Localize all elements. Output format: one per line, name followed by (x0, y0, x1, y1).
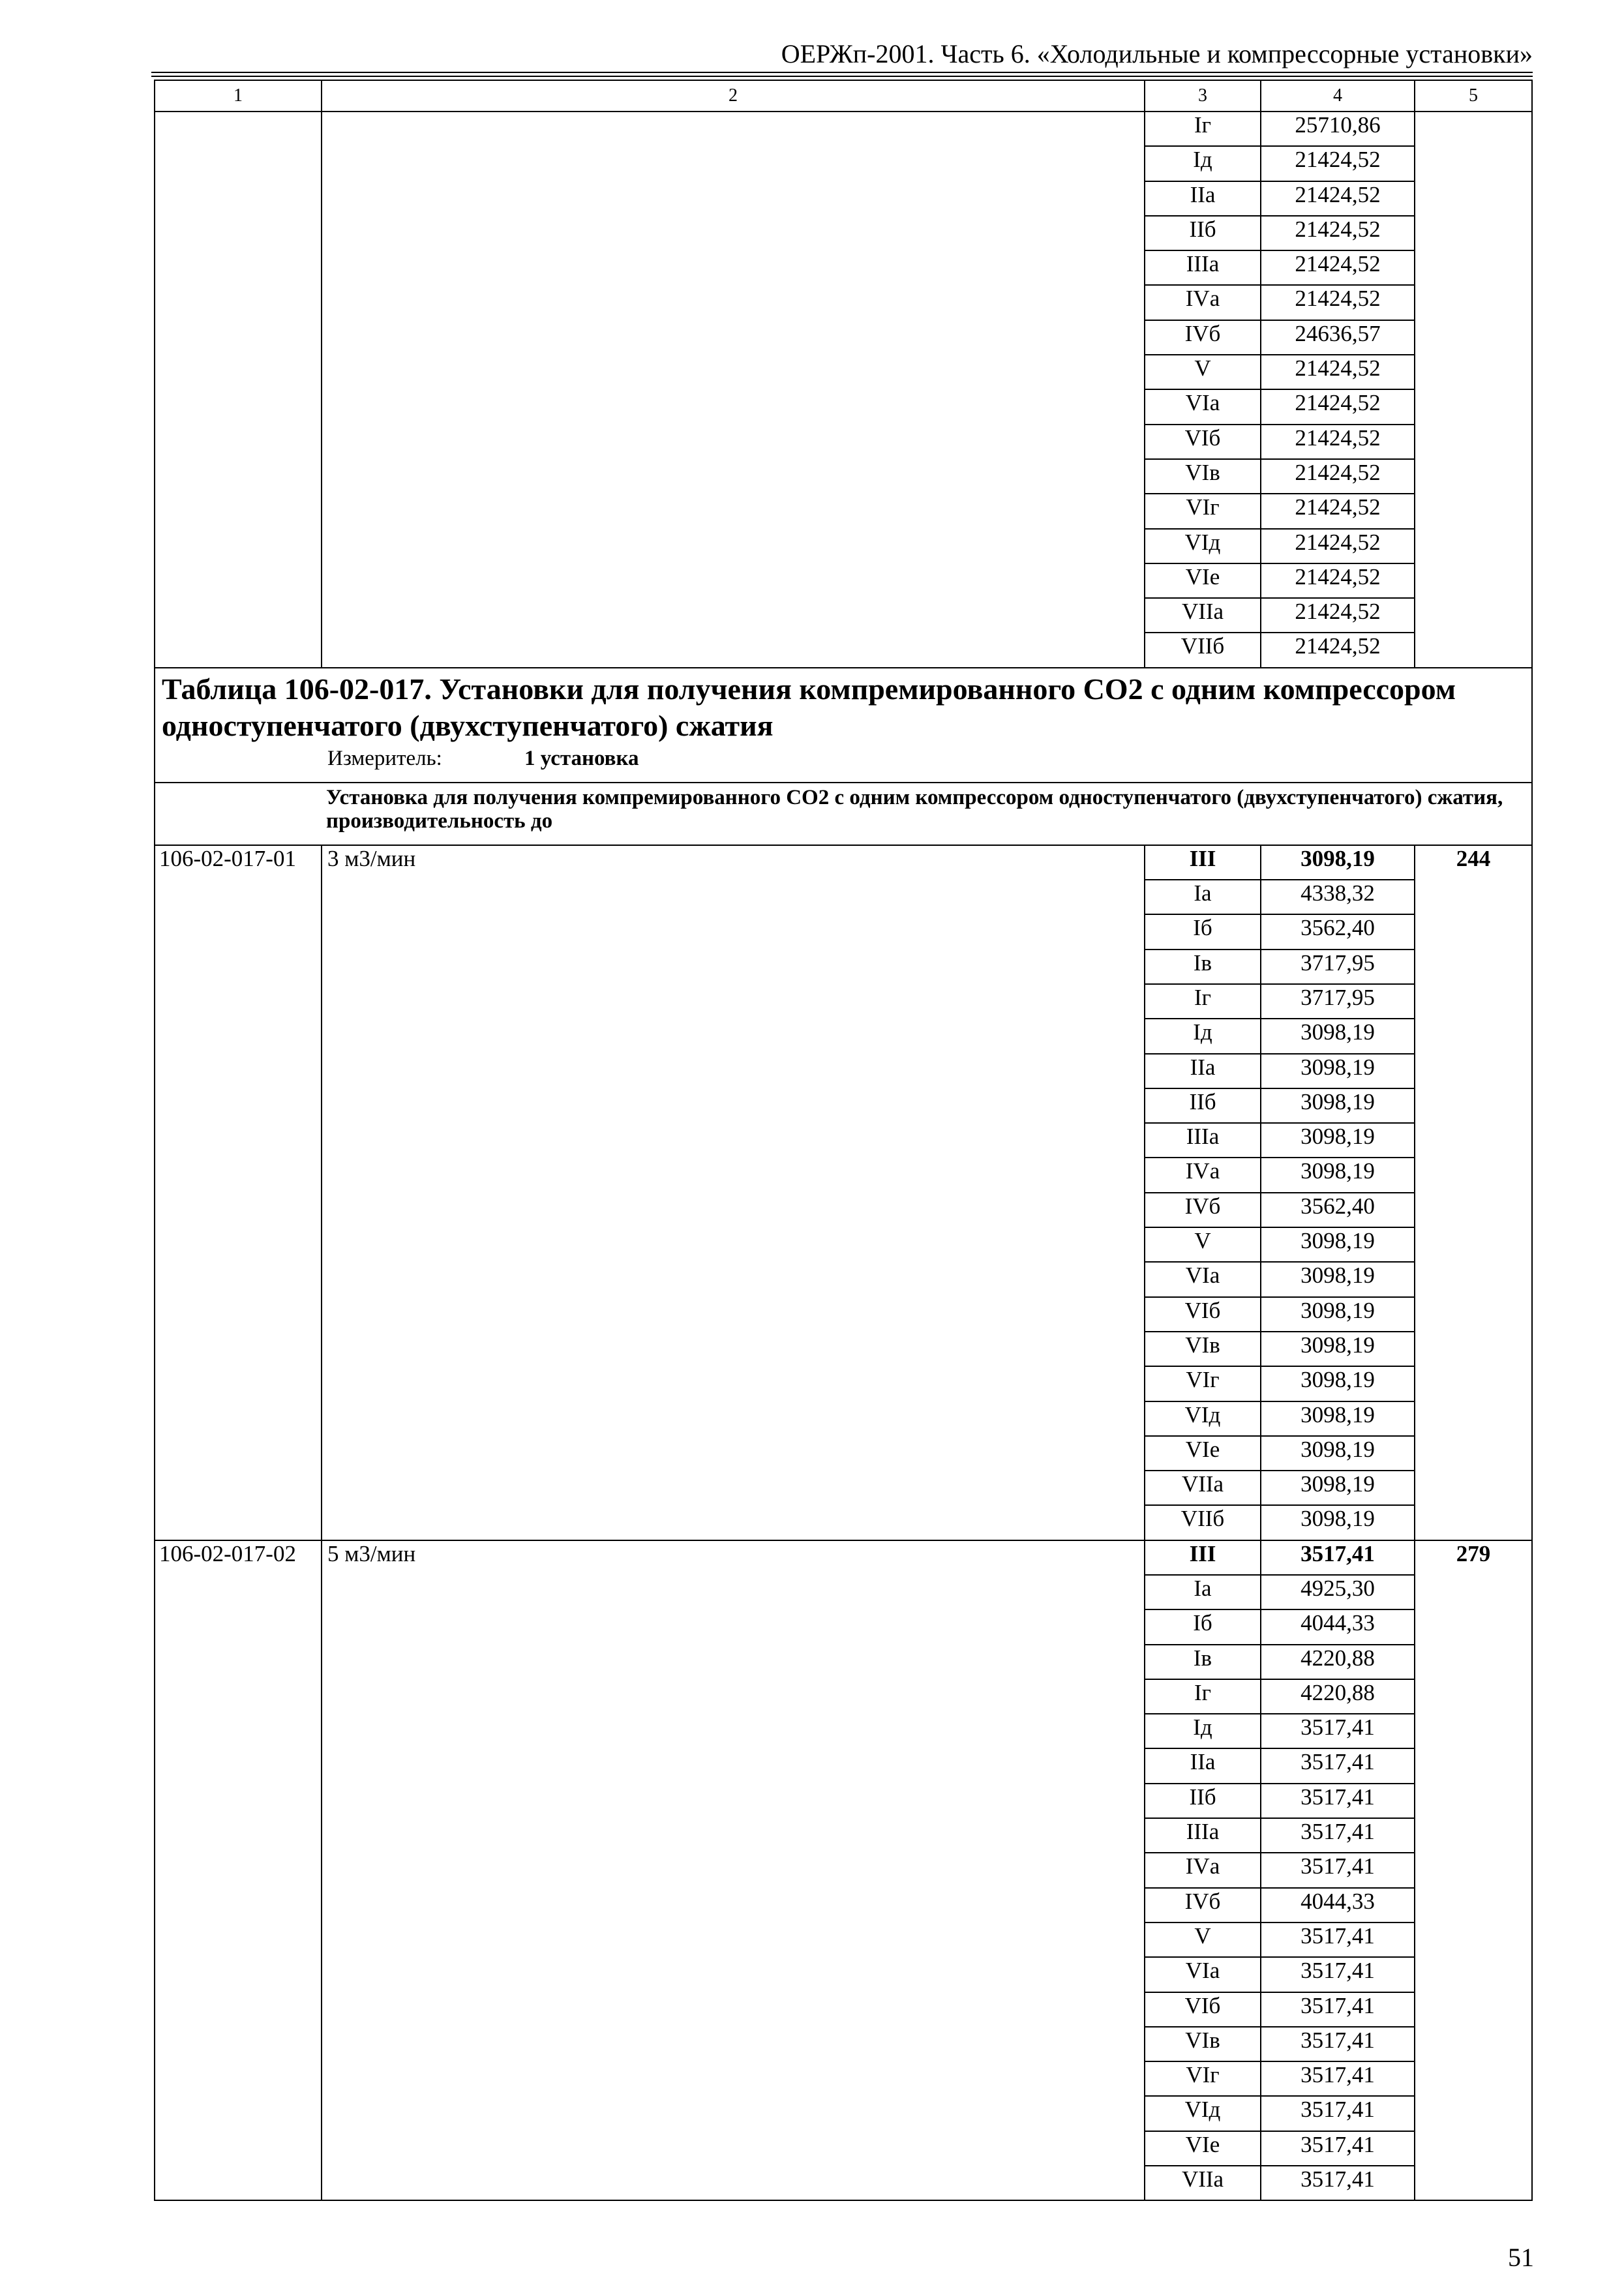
table-row (155, 112, 1532, 146)
name-cell (322, 112, 1145, 668)
zone-cell: VIIа (1145, 598, 1261, 633)
price-cell: 3517,41 (1261, 1540, 1415, 1575)
price-cell: 21424,52 (1261, 389, 1415, 424)
zone-cell: Iд (1145, 1019, 1261, 1053)
price-cell: 3098,19 (1261, 1019, 1415, 1053)
zone-cell: VIб (1145, 425, 1261, 459)
price-cell: 3517,41 (1261, 2027, 1415, 2061)
zone-cell: VIа (1145, 1957, 1261, 1992)
zone-cell: Iг (1145, 112, 1261, 146)
price-cell: 3517,41 (1261, 2131, 1415, 2166)
price-cell: 24636,57 (1261, 320, 1415, 355)
table-title: Таблица 106-02-017. Установки для получения компремированного СО2 с одним компрессором одноступенчатого (двухступенчатого) сжатия (162, 672, 1456, 742)
zone-cell: III (1145, 845, 1261, 880)
price-cell: 3517,41 (1261, 2166, 1415, 2200)
zone-cell: VIб (1145, 1297, 1261, 1332)
price-cell: 3517,41 (1261, 1853, 1415, 1887)
price-cell: 3517,41 (1261, 1714, 1415, 1748)
entry-col5: 244 (1415, 845, 1532, 1540)
zone-cell: III (1145, 1540, 1261, 1575)
zone-cell: IVб (1145, 1193, 1261, 1227)
price-cell: 3098,19 (1261, 1505, 1415, 1540)
zone-cell: VIе (1145, 1436, 1261, 1471)
zone-cell: VIIб (1145, 1505, 1261, 1540)
zone-cell: IVа (1145, 1158, 1261, 1192)
entry-col5: 279 (1415, 1540, 1532, 2201)
zone-cell: IIIа (1145, 250, 1261, 285)
zone-cell: VIа (1145, 1262, 1261, 1296)
zone-cell: IVа (1145, 285, 1261, 320)
table-row (155, 1540, 1532, 1575)
zone-cell: Iд (1145, 1714, 1261, 1748)
price-cell: 21424,52 (1261, 459, 1415, 494)
entry-code: 106-02-017-01 (155, 845, 322, 1540)
price-cell: 3098,19 (1261, 845, 1415, 880)
price-table (154, 80, 1533, 2201)
price-cell: 21424,52 (1261, 598, 1415, 633)
zone-cell: VIг (1145, 494, 1261, 528)
zone-cell: Iв (1145, 950, 1261, 984)
zone-cell: VIд (1145, 2096, 1261, 2131)
running-header: ОЕРЖп-2001. Часть 6. «Холодильные и компрессорные установки» (781, 39, 1533, 68)
price-cell: 4925,30 (1261, 1575, 1415, 1609)
group-description-row (155, 783, 1532, 845)
zone-cell: IIIа (1145, 1818, 1261, 1853)
column-number: 1 (155, 80, 322, 112)
zone-cell: VIд (1145, 1401, 1261, 1436)
zone-cell: VIа (1145, 389, 1261, 424)
price-cell: 4044,33 (1261, 1609, 1415, 1644)
zone-cell: VIг (1145, 2061, 1261, 2096)
header-rule (151, 76, 1533, 77)
price-cell: 3098,19 (1261, 1227, 1415, 1262)
price-cell: 3098,19 (1261, 1332, 1415, 1366)
zone-cell: Iг (1145, 1679, 1261, 1714)
entry-code: 106-02-017-02 (155, 1540, 322, 2201)
zone-cell: IIб (1145, 1784, 1261, 1818)
zone-cell: VIб (1145, 1992, 1261, 2027)
price-cell: 3517,41 (1261, 1992, 1415, 2027)
price-cell: 4044,33 (1261, 1888, 1415, 1922)
price-cell: 3098,19 (1261, 1401, 1415, 1436)
price-cell: 21424,52 (1261, 285, 1415, 320)
price-cell: 3098,19 (1261, 1366, 1415, 1401)
price-cell: 21424,52 (1261, 146, 1415, 181)
page-number: 51 (1508, 2243, 1534, 2272)
header-rule (151, 72, 1533, 73)
measure-value: 1 установка (524, 746, 639, 770)
price-cell: 4338,32 (1261, 880, 1415, 914)
price-cell: 3562,40 (1261, 914, 1415, 949)
column-number: 3 (1145, 80, 1261, 112)
price-cell: 21424,52 (1261, 563, 1415, 598)
zone-cell: V (1145, 355, 1261, 389)
zone-cell: V (1145, 1227, 1261, 1262)
price-cell: 3098,19 (1261, 1471, 1415, 1505)
table-title-row (155, 668, 1532, 783)
entry-name: 3 м3/мин (322, 845, 1145, 1540)
price-cell: 3098,19 (1261, 1297, 1415, 1332)
price-cell: 3098,19 (1261, 1436, 1415, 1471)
zone-cell: IVа (1145, 1853, 1261, 1887)
price-cell: 21424,52 (1261, 250, 1415, 285)
column-number: 5 (1415, 80, 1532, 112)
zone-cell: VIIб (1145, 633, 1261, 667)
price-cell: 3098,19 (1261, 1088, 1415, 1123)
zone-cell: Iа (1145, 880, 1261, 914)
zone-cell: VIд (1145, 529, 1261, 563)
price-cell: 3517,41 (1261, 1748, 1415, 1783)
price-cell: 4220,88 (1261, 1679, 1415, 1714)
zone-cell: VIв (1145, 2027, 1261, 2061)
measure-label: Измеритель: (327, 746, 442, 770)
price-cell: 21424,52 (1261, 181, 1415, 216)
price-cell: 21424,52 (1261, 425, 1415, 459)
zone-cell: Iб (1145, 914, 1261, 949)
group-description: Установка для получения компремированного СО2 с одним компрессором одноступенчатого (двухступенчатого) сжатия, производительность до (155, 783, 1532, 845)
price-cell: 25710,86 (1261, 112, 1415, 146)
zone-cell: VIе (1145, 2131, 1261, 2166)
price-cell: 3098,19 (1261, 1054, 1415, 1088)
zone-cell: Iб (1145, 1609, 1261, 1644)
price-cell: 3717,95 (1261, 984, 1415, 1019)
measure-row (162, 744, 1525, 774)
zone-cell: IIа (1145, 181, 1261, 216)
table-row (155, 845, 1532, 880)
price-cell: 3517,41 (1261, 1784, 1415, 1818)
price-cell: 3517,41 (1261, 1818, 1415, 1853)
price-cell: 3717,95 (1261, 950, 1415, 984)
zone-cell: IIб (1145, 1088, 1261, 1123)
price-cell: 3517,41 (1261, 2096, 1415, 2131)
price-cell: 3098,19 (1261, 1262, 1415, 1296)
price-cell: 3098,19 (1261, 1123, 1415, 1158)
zone-cell: IVб (1145, 320, 1261, 355)
zone-cell: IVб (1145, 1888, 1261, 1922)
zone-cell: VIв (1145, 459, 1261, 494)
zone-cell: Iд (1145, 146, 1261, 181)
price-cell: 4220,88 (1261, 1645, 1415, 1679)
zone-cell: Iв (1145, 1645, 1261, 1679)
price-cell: 3098,19 (1261, 1158, 1415, 1192)
price-cell: 3517,41 (1261, 1922, 1415, 1957)
zone-cell: VIIа (1145, 2166, 1261, 2200)
price-cell: 21424,52 (1261, 529, 1415, 563)
price-cell: 3562,40 (1261, 1193, 1415, 1227)
column-number: 2 (322, 80, 1145, 112)
price-cell: 21424,52 (1261, 355, 1415, 389)
zone-cell: VIв (1145, 1332, 1261, 1366)
zone-cell: IIа (1145, 1054, 1261, 1088)
zone-cell: VIIа (1145, 1471, 1261, 1505)
col5-cell (1415, 112, 1532, 668)
price-cell: 3517,41 (1261, 1957, 1415, 1992)
zone-cell: Iа (1145, 1575, 1261, 1609)
zone-cell: IIIа (1145, 1123, 1261, 1158)
zone-cell: VIг (1145, 1366, 1261, 1401)
column-number-row (155, 80, 1532, 112)
code-cell (155, 112, 322, 668)
zone-cell: IIб (1145, 216, 1261, 250)
price-cell: 3517,41 (1261, 2061, 1415, 2096)
zone-cell: V (1145, 1922, 1261, 1957)
column-number: 4 (1261, 80, 1415, 112)
zone-cell: IIа (1145, 1748, 1261, 1783)
price-cell: 21424,52 (1261, 494, 1415, 528)
price-cell: 21424,52 (1261, 633, 1415, 667)
price-cell: 21424,52 (1261, 216, 1415, 250)
zone-cell: VIе (1145, 563, 1261, 598)
zone-cell: Iг (1145, 984, 1261, 1019)
table-title-cell (155, 668, 1532, 783)
entry-name: 5 м3/мин (322, 1540, 1145, 2201)
